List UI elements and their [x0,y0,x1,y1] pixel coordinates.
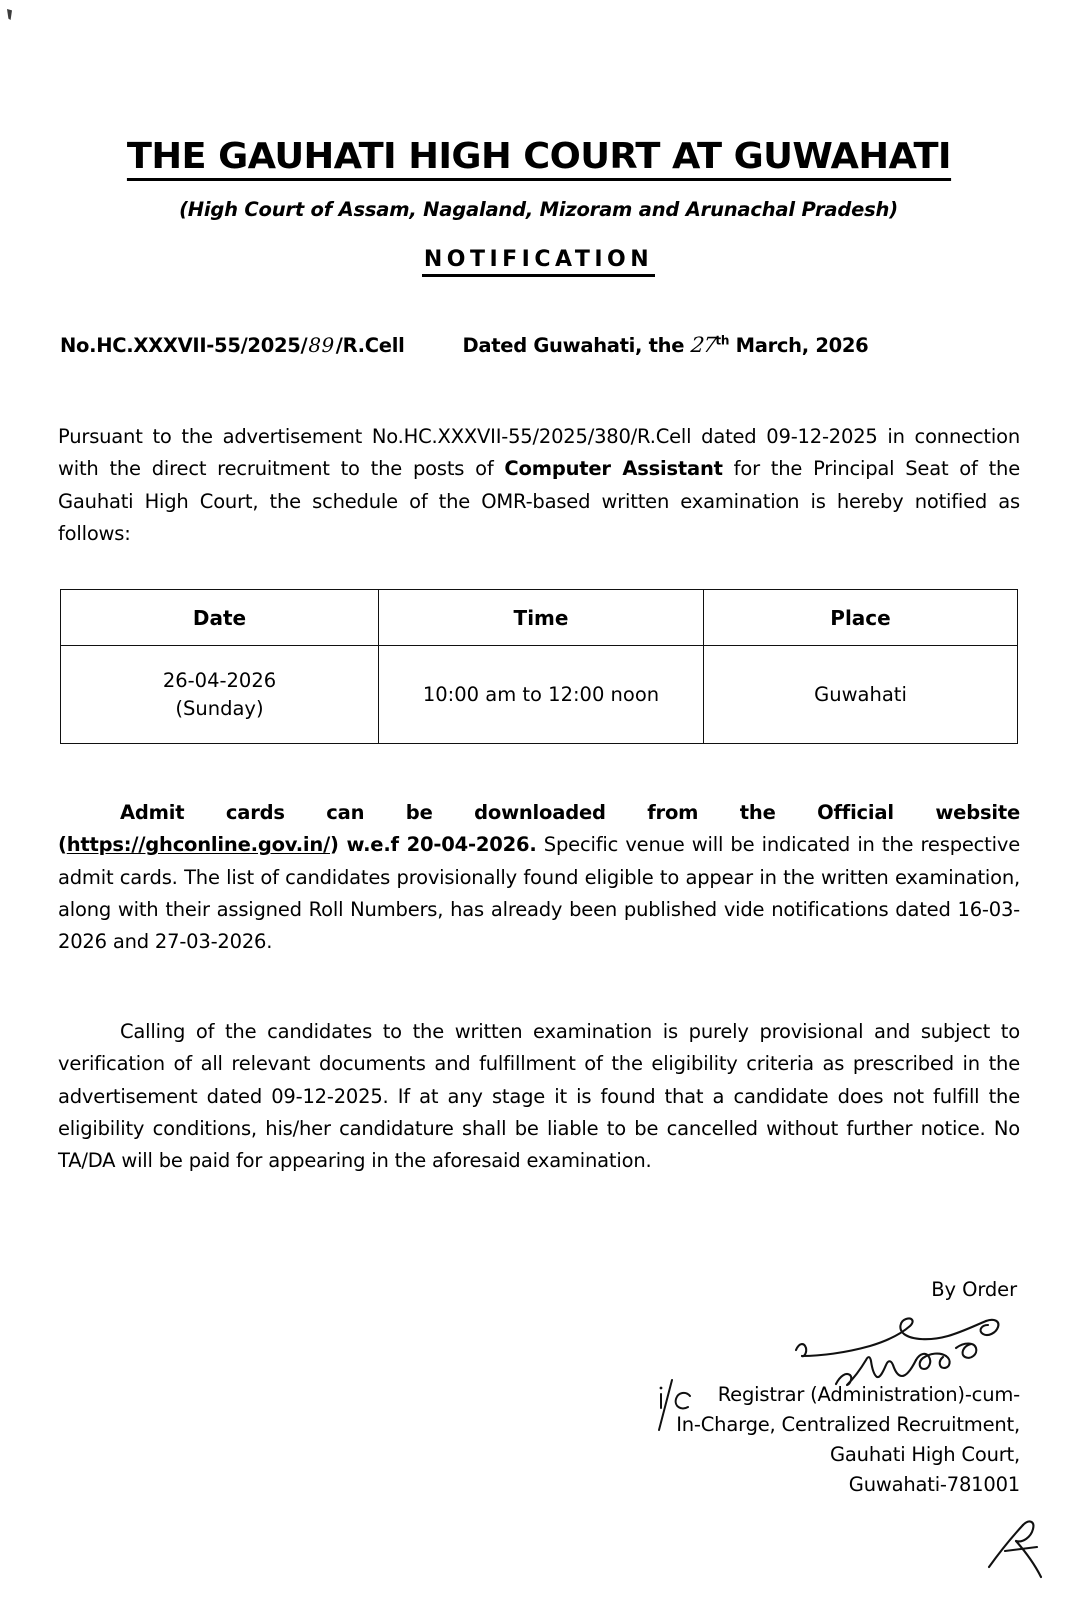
table-header-row [61,590,1018,646]
column-header-time: Time [379,590,704,646]
calling-text: Calling of the candidates to the written examination is purely provisional and subject to verification of all relevant documents and fulfillment of the eligibility criteria as prescribed in the advertisement dated 09-12-2025. If at any stage it is found that a candidate does not fulfill the eligibility conditions, his/her candidature shall be liable to be cancelled without further notice. No TA/DA will be paid for appearing in the aforesaid examination. [58,1020,1020,1173]
reference-line [60,333,1020,357]
exam-date-value: 26-04-2026 [162,668,277,692]
column-header-place: Place [704,590,1018,646]
reference-number-suffix: /R.Cell [335,334,405,357]
handwritten-signature [790,1312,1020,1390]
exam-day-value: (Sunday) [175,696,264,720]
cell-exam-date [61,646,379,744]
ic-text-label: Registrar (Administration)-cum- [717,1383,1020,1406]
notification-date [463,333,869,357]
scan-artifact-mark [7,9,12,20]
handwritten-initial-mark [985,1505,1055,1590]
paragraph-admit-cards [58,797,1020,958]
designation-line-1 [600,1380,1020,1410]
court-jurisdiction-subtitle: (High Court of Assam, Nagaland, Mizoram and Arunachal Pradesh) [179,197,898,221]
table-row [61,646,1018,744]
date-prefix-label: Dated Guwahati, the [462,334,685,357]
paragraph-introduction [58,421,1020,550]
reference-number-handwritten: 89 [308,333,335,357]
designation-line-4: Guwahati-781001 [848,1473,1020,1496]
admit-card-remaining-text: Specific venue will be indicated in the respective admit cards. The list of candidates provisionally found eligible to appear in the written examination, along with their assigned Roll Numbers, has already been published vide notifications dated 16-03-2026 and 27-03-2026. [58,833,1020,954]
by-order-label: By Order [931,1278,1017,1301]
examination-schedule-table [60,589,1018,744]
official-website-link[interactable]: https://ghconline.gov.in/ [66,833,330,857]
reference-number [60,333,405,357]
signatory-designation-block [600,1380,1020,1500]
designation-line-3: Gauhati High Court, [830,1443,1020,1466]
admit-card-emphasis-tail: ) w.e.f 20-04-2026. [330,833,537,857]
date-ordinal-suffix: th [715,333,730,348]
reference-number-prefix: No.HC.XXXVII-55/2025/ [60,334,308,357]
intro-text-part-two: for the Principal Seat of the Gauhati High Court, the schedule of the OMR-based written examination is hereby notified as follows: [58,457,1020,545]
notification-heading: NOTIFICATION [422,247,655,277]
cell-exam-place: Guwahati [704,646,1018,744]
designation-line-2: In-Charge, Centralized Recruitment, [676,1413,1020,1436]
intro-text-part-one: Pursuant to the advertisement No.HC.XXXVII-55/2025/380/R.Cell dated 09-12-2025 in connection with the direct recruitment to the posts of [58,425,1020,481]
admit-card-emphasis-lead: Admit cards can be downloaded from the Official website ( [58,801,1020,857]
document-masthead [0,138,1077,277]
post-name-emphasis: Computer Assistant [504,457,723,481]
date-day-handwritten: 27 [689,333,717,357]
cell-exam-time: 10:00 am to 12:00 noon [379,646,704,744]
paragraph-provisional-calling [58,1016,1020,1177]
page-title: THE GAUHATI HIGH COURT AT GUWAHATI [126,138,950,181]
date-month-year: March, 2026 [735,334,869,357]
column-header-date: Date [61,590,379,646]
